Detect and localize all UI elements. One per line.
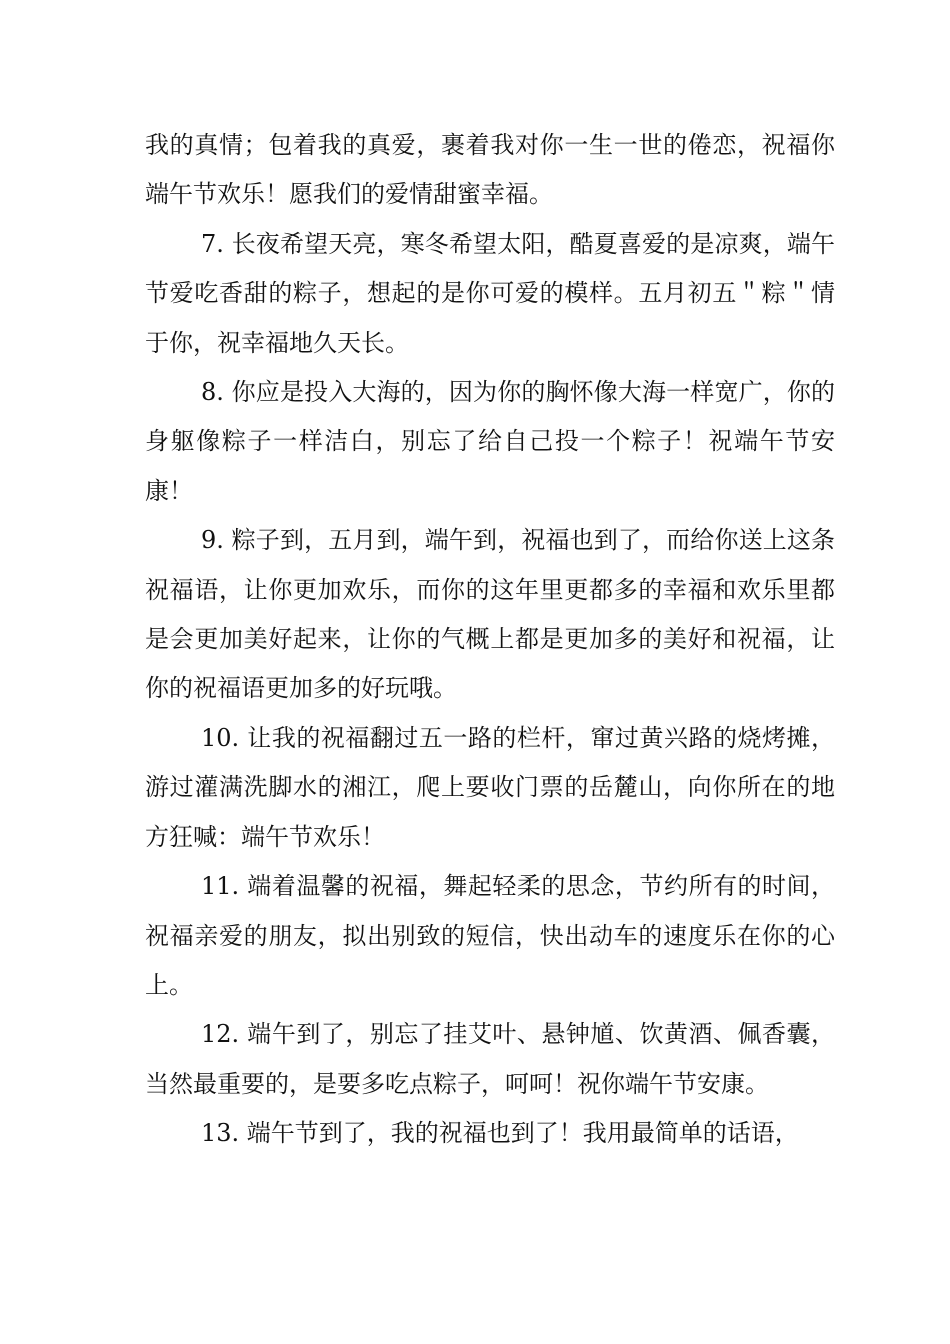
paragraph-item-9: 9. 粽子到，五月到，端午到，祝福也到了，而给你送上这条祝福语，让你更加欢乐，而你的这年里更都多的幸福和欢乐里都是会更加美好起来，让你的气概上都是更加多的美好和祝福，让你的祝福语更加多的好玩哦。 — [145, 526, 835, 703]
paragraph-item-12: 12. 端午到了，别忘了挂艾叶、悬钟馗、饮黄酒、佩香囊，当然最重要的，是要多吃点粽子，呵呵！祝你端午节安康。 — [145, 1020, 835, 1098]
document-body — [145, 121, 835, 1159]
paragraph-item-11: 11. 端着温馨的祝福，舞起轻柔的思念，节约所有的时间，祝福亲爱的朋友，拟出别致的短信，快出动车的速度乐在你的心上。 — [145, 872, 835, 999]
paragraph-item-7: 7. 长夜希望天亮，寒冬希望太阳，酷夏喜爱的是凉爽，端午节爱吃香甜的粽子，想起的是你可爱的模样。五月初五＂粽＂情于你，祝幸福地久天长。 — [145, 229, 835, 357]
paragraph-item-8: 8. 你应是投入大海的，因为你的胸怀像大海一样宽广，你的身躯像粽子一样洁白，别忘了给自己投一个粽子！祝端午节安康！ — [145, 378, 835, 505]
paragraph-item-13: 13. 端午节到了，我的祝福也到了！我用最简单的话语， — [201, 1119, 799, 1148]
paragraph-item-10: 10. 让我的祝福翻过五一路的栏杆，窜过黄兴路的烧烤摊，游过灌满洗脚水的湘江，爬上要收门票的岳麓山，向你所在的地方狂喊：端午节欢乐！ — [145, 723, 835, 851]
paragraph-continuation: 我的真情；包着我的真爱，裹着我对你一生一世的倦恋，祝福你端午节欢乐！愿我们的爱情甜蜜幸福。 — [145, 131, 835, 209]
